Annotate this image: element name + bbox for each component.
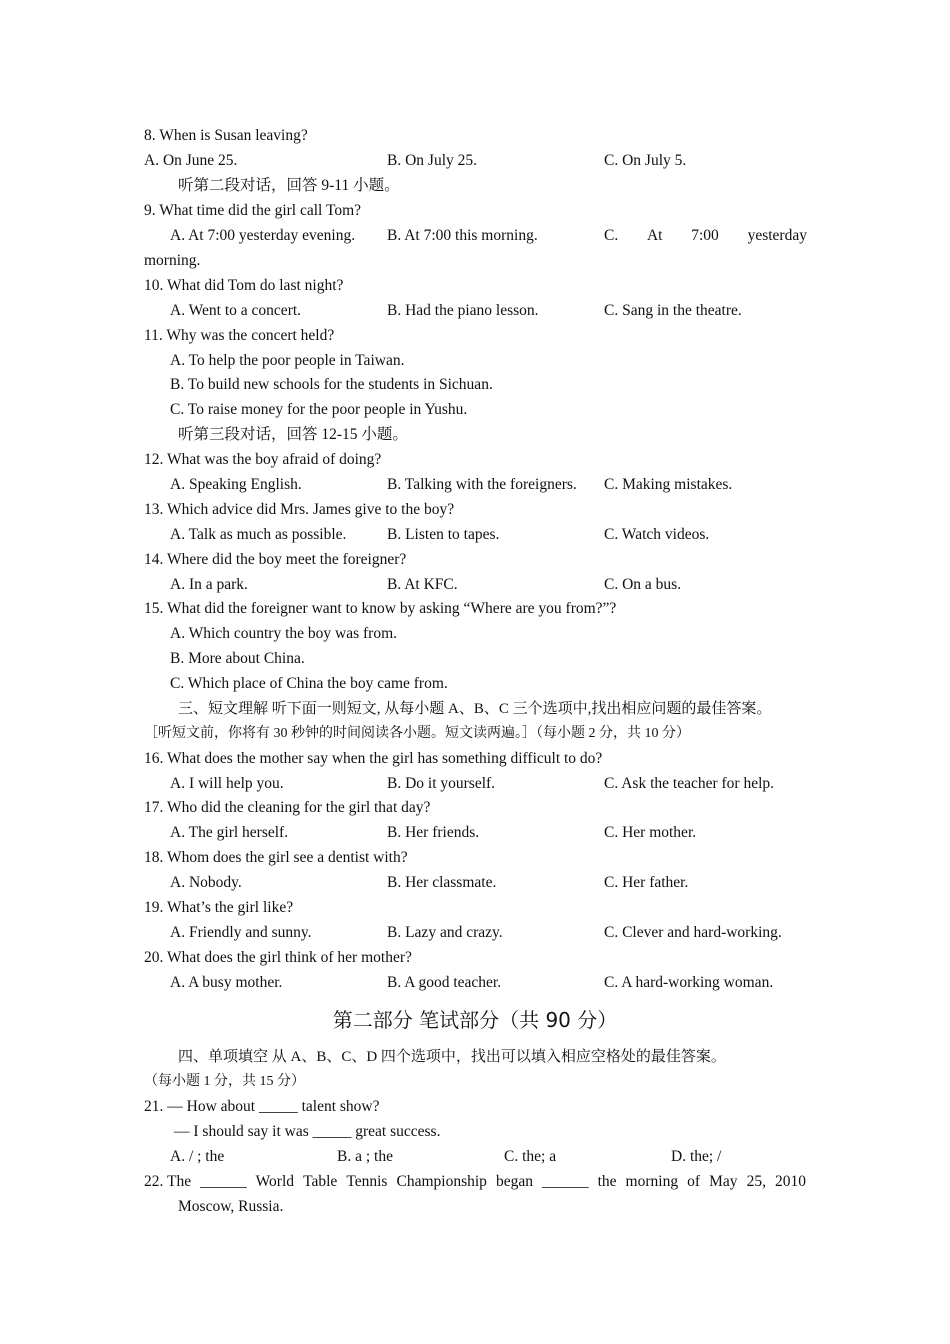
option-19c: C. Clever and hard-working. [604, 924, 782, 941]
word: the [597, 1173, 617, 1190]
word: 7:00 [691, 227, 719, 244]
part-4-instruction: 四、单项填空 从 A、B、C、D 四个选项中，找出可以填入相应空格处的最佳答案。 [178, 1049, 726, 1065]
question-10: 10. What did Tom do last night? [144, 277, 344, 294]
option-13a: A. Talk as much as possible. [170, 526, 347, 543]
option-10c: C. Sang in the theatre. [604, 302, 742, 319]
question-14: 14. Where did the boy meet the foreigner? [144, 551, 407, 568]
question-8: 8. When is Susan leaving? [144, 127, 308, 144]
option-13c: C. Watch videos. [604, 526, 710, 543]
question-17: 17. Who did the cleaning for the girl that day? [144, 799, 431, 816]
option-14c: C. On a bus. [604, 576, 682, 593]
option-12c: C. Making mistakes. [604, 476, 733, 493]
question-21-response: — I should say it was _____ great success. [174, 1123, 441, 1140]
option-17b: B. Her friends. [387, 824, 480, 841]
option-18b: B. Her classmate. [387, 874, 497, 891]
option-21d: D. the; / [671, 1148, 722, 1165]
option-14a: A. In a park. [170, 576, 248, 593]
option-9c-continued: morning. [144, 252, 201, 269]
section-instruction-3: 听第三段对话，回答 12-15 小题。 [178, 426, 408, 443]
option-9a: A. At 7:00 yesterday evening. [170, 227, 356, 244]
option-19a: A. Friendly and sunny. [170, 924, 312, 941]
option-11b: B. To build new schools for the students in Sichuan. [170, 376, 493, 393]
part-3-instruction: 三、短文理解 听下面一则短文, 从每小题 A、B、C 三个选项中,找出相应问题的最佳答案。 [178, 701, 772, 717]
option-20b: B. A good teacher. [387, 974, 502, 991]
blank: ______ [200, 1173, 247, 1190]
option-20a: A. A busy mother. [170, 974, 283, 991]
part-3-note: ［听短文前，你将有 30 秒钟的时间阅读各小题。短文读两遍。］（每小题 2 分，共 10 分） [144, 726, 690, 741]
question-21: 21. — How about _____ talent show? [144, 1098, 380, 1115]
word: May [709, 1173, 738, 1190]
word: 22. The [144, 1173, 192, 1190]
section-instruction-2: 听第二段对话，回答 9-11 小题。 [178, 177, 400, 194]
option-21b: B. a ; the [337, 1148, 393, 1165]
word: Tennis [346, 1173, 388, 1190]
question-11: 11. Why was the concert held? [144, 327, 335, 344]
option-10b: B. Had the piano lesson. [387, 302, 539, 319]
word: At [646, 227, 663, 244]
word: began [495, 1173, 533, 1190]
option-8a: A. On June 25. [144, 152, 238, 169]
option-19b: B. Lazy and crazy. [387, 924, 503, 941]
part-2-title: 第二部分 笔试部分（共 90 分） [332, 1008, 618, 1032]
word: 2010 [774, 1173, 806, 1190]
question-12: 12. What was the boy afraid of doing? [144, 451, 382, 468]
option-14b: B. At KFC. [387, 576, 458, 593]
question-18: 18. Whom does the girl see a dentist with? [144, 849, 408, 866]
option-17a: A. The girl herself. [170, 824, 289, 841]
question-19: 19. What’s the girl like? [144, 899, 294, 916]
word: 25, [746, 1173, 766, 1190]
word: morning [625, 1173, 679, 1190]
option-11c: C. To raise money for the poor people in Yushu. [170, 401, 468, 418]
option-17c: C. Her mother. [604, 824, 697, 841]
option-16b: B. Do it yourself. [387, 775, 496, 792]
option-11a: A. To help the poor people in Taiwan. [170, 352, 405, 369]
option-8b: B. On July 25. [387, 152, 477, 169]
option-18c: C. Her father. [604, 874, 689, 891]
option-12a: A. Speaking English. [170, 476, 302, 493]
word: World [255, 1173, 295, 1190]
option-16a: A. I will help you. [170, 775, 284, 792]
option-8c: C. On July 5. [604, 152, 687, 169]
word: of [687, 1173, 701, 1190]
option-20c: C. A hard-working woman. [604, 974, 774, 991]
question-22 [144, 1172, 806, 1192]
question-20: 20. What does the girl think of her mother? [144, 949, 412, 966]
option-21a: A. / ; the [170, 1148, 225, 1165]
question-9: 9. What time did the girl call Tom? [144, 202, 362, 219]
option-12b: B. Talking with the foreigners. [387, 476, 577, 493]
word: yesterday [747, 227, 807, 244]
option-16c: C. Ask the teacher for help. [604, 775, 775, 792]
part-4-note: （每小题 1 分，共 15 分） [144, 1074, 305, 1089]
word: Table [303, 1173, 338, 1190]
option-18a: A. Nobody. [170, 874, 242, 891]
option-15b: B. More about China. [170, 650, 305, 667]
word: C. [604, 227, 619, 244]
option-9b: B. At 7:00 this morning. [387, 227, 538, 244]
option-21c: C. the; a [504, 1148, 557, 1165]
option-15a: A. Which country the boy was from. [170, 625, 397, 642]
question-15: 15. What did the foreigner want to know by asking “Where are you from?”? [144, 600, 617, 617]
option-9c [604, 226, 807, 246]
option-13b: B. Listen to tapes. [387, 526, 500, 543]
question-13: 13. Which advice did Mrs. James give to the boy? [144, 501, 455, 518]
blank: ______ [542, 1173, 589, 1190]
word: Championship [396, 1173, 487, 1190]
option-15c: C. Which place of China the boy came from. [170, 675, 448, 692]
question-22-continued: Moscow, Russia. [178, 1198, 284, 1215]
option-10a: A. Went to a concert. [170, 302, 302, 319]
question-16: 16. What does the mother say when the girl has something difficult to do? [144, 750, 603, 767]
